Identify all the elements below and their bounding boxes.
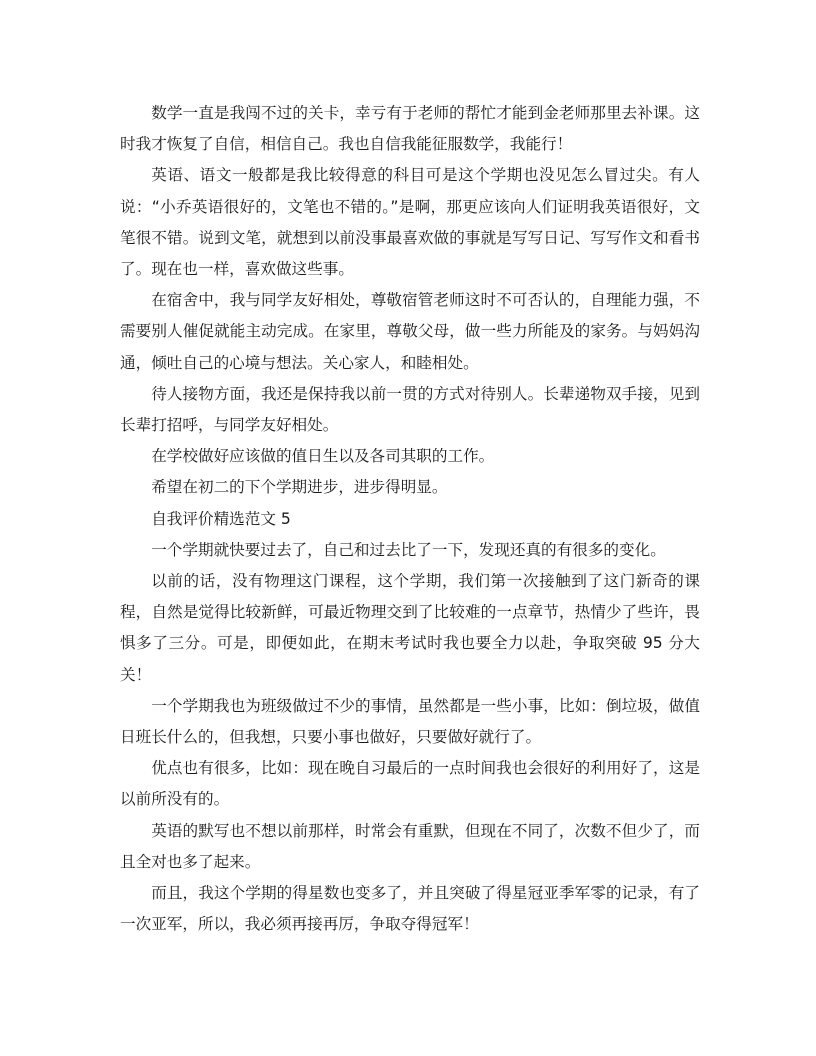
paragraph-english-chinese: 英语、语文一般都是我比较得意的科目可是这个学期也没见怎么冒过尖。有人说：“小乔英语很好的，文笔也不错的。”是啊，那更应该向人们证明我英语很好，文笔很不错。说到文笔，就想到以前没事最喜欢做的事就是写写日记、写写作文和看书了。现在也一样，喜欢做这些事。 xyxy=(120,166,700,279)
section-heading: 自我评价精选范文 5 xyxy=(151,509,291,528)
paragraph-manners: 待人接物方面，我还是保持我以前一贯的方式对待别人。长辈递物双手接，见到长辈打招呼，与同学友好相处。 xyxy=(120,384,700,435)
paragraph-dormitory: 在宿舍中，我与同学友好相处，尊敬宿管老师这时不可否认的，自理能力强，不需要别人催促就能主动完成。在家里，尊敬父母，做一些力所能及的家务。与妈妈沟通，倾吐自己的心境与想法。关心家人，和睦相处。 xyxy=(120,291,700,372)
paragraph-semester: 一个学期就快要过去了，自己和过去比了一下，发现还真的有很多的变化。 xyxy=(151,540,666,559)
document-page xyxy=(120,98,700,940)
paragraph-stars: 而且，我这个学期的得星数也变多了，并且突破了得星冠亚季军零的记录，有了一次亚军，所以，我必须再接再厉，争取夺得冠军！ xyxy=(120,884,700,934)
paragraph-physics: 以前的话，没有物理这门课程，这个学期，我们第一次接触到了这门新奇的课程，自然是觉得比较新鲜，可最近物理交到了比较难的一点章节，热情少了些许，畏惧多了三分。可是，即便如此，在期末考试时我也要全力以赴，争取突破 95 分大关！ xyxy=(120,572,700,684)
paragraph-math: 数学一直是我闯不过的关卡，幸亏有于老师的帮忙才能到金老师那里去补课。这时我才恢复了自信，相信自己。我也自信我能征服数学，我能行！ xyxy=(120,104,700,154)
paragraph-hope: 希望在初二的下个学期进步，进步得明显。 xyxy=(151,478,448,497)
paragraph-duty: 在学校做好应该做的值日生以及各司其职的工作。 xyxy=(151,447,495,466)
paragraph-dictation: 英语的默写也不想以前那样，时常会有重默，但现在不同了，次数不但少了，而且全对也多了起来。 xyxy=(120,821,700,871)
paragraph-strengths: 优点也有很多，比如：现在晚自习最后的一点时间我也会很好的利用好了，这是以前所没有的。 xyxy=(120,759,700,809)
paragraph-class-work: 一个学期我也为班级做过不少的事情，虽然都是一些小事，比如：倒垃圾，做值日班长什么的，但我想，只要小事也做好，只要做好就行了。 xyxy=(120,696,700,747)
